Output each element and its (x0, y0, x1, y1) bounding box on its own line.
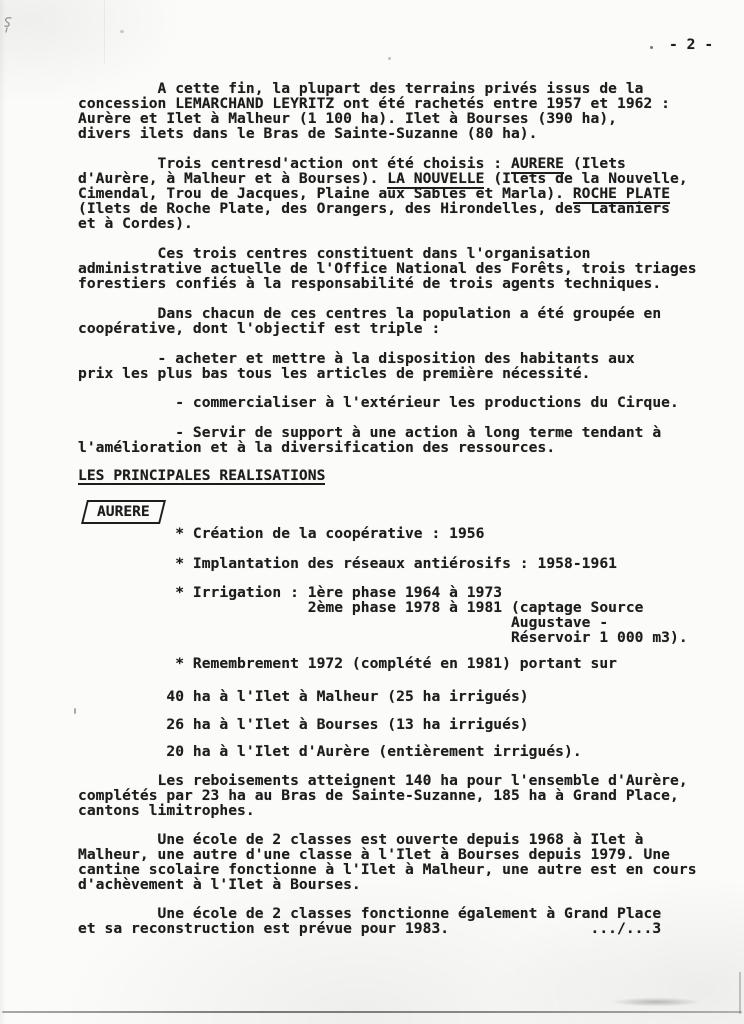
text-segment: d'Aurère, à Malheur et à Bourses). (78, 170, 388, 187)
paragraph-cooperative (78, 306, 661, 336)
text-line: Une école de 2 classes est ouverte depuis 1968 à Ilet à (78, 831, 644, 848)
list-item-creation (78, 526, 484, 541)
text-line: Dans chacun de ces centres la population a été groupée en (78, 305, 662, 322)
scan-artifact-squiggle (2, 16, 14, 34)
text-line: 40 ha à l'Ilet à Malheur (25 ha irrigués) (78, 688, 529, 705)
page-bottom-edge-shadow (2, 1011, 742, 1013)
hectares-aurere (78, 744, 582, 759)
underlined-term-la-nouvelle: LA NOUVELLE (387, 170, 485, 187)
paragraph-reboisements (78, 773, 688, 818)
paragraph-rachats-terrains (78, 81, 670, 141)
hectares-malheur (78, 689, 529, 704)
text-line: * Remembrement 1972 (complété en 1981) portant sur (78, 655, 618, 672)
scan-artifact-dot (388, 57, 391, 60)
text-line: et sa reconstruction est prévue pour 1983. .../...3 (78, 920, 662, 937)
scan-artifact-mark (74, 708, 76, 714)
text-line: concession LEMARCHAND LEYRITZ ont été rachetés entre 1957 et 1962 : (78, 95, 671, 112)
section-heading-text: LES PRINCIPALES REALISATIONS (78, 467, 326, 484)
objective-support (78, 425, 661, 455)
text-line: administrative actuelle de l'Office National des Forêts, trois triages (78, 260, 697, 277)
text-line: cantons limitrophes. (78, 802, 255, 819)
text-segment: (Ilets (564, 155, 626, 172)
scan-artifact-dot (120, 30, 124, 33)
list-item-irrigation (78, 585, 688, 645)
text-line: - Servir de support à une action à long terme tendant à (78, 424, 662, 441)
aurere-section-box (81, 500, 166, 524)
text-line: et à Cordes). (78, 215, 193, 232)
text-line (78, 156, 688, 171)
objective-acheter (78, 351, 635, 381)
scan-artifact-dot (650, 46, 653, 49)
text-line: 20 ha à l'Ilet d'Aurère (entièrement irrigués). (78, 743, 582, 760)
text-line: coopérative, dont l'objectif est triple : (78, 320, 441, 337)
underlined-term-roche-plate: ROCHE PLATE (572, 185, 671, 202)
text-line: * Implantation des réseaux antiérosifs : 1958-1961 (78, 555, 618, 572)
scan-artifact-fold (104, 0, 105, 64)
text-line (78, 171, 688, 186)
text-line: 2ème phase 1978 à 1981 (captage Source (78, 599, 644, 616)
list-item-remembrement (78, 656, 617, 671)
text-line: l'amélioration et à la diversification des ressources. (78, 439, 556, 456)
text-line: Ces trois centres constituent dans l'organisation (78, 245, 591, 262)
text-line: d'achèvement à l'Ilet à Bourses. (78, 876, 361, 893)
page-right-edge-shadow (739, 972, 741, 1014)
underlined-term-aurere: AURERE (510, 155, 565, 172)
text-line: - commercialiser à l'extérieur les productions du Cirque. (78, 394, 679, 411)
text-line (78, 186, 688, 201)
paragraph-ecole-grand-place (78, 906, 661, 936)
text-line: cantine scolaire fonctionne à l'Ilet à Malheur, une autre est en cours (78, 861, 697, 878)
text-line: Réservoir 1 000 m3). (78, 629, 688, 646)
text-line: prix les plus bas tous les articles de première nécessité. (78, 365, 591, 382)
paragraph-ecoles (78, 832, 697, 892)
section-heading-realisations (78, 468, 325, 485)
text-line: * Création de la coopérative : 1956 (78, 525, 485, 542)
text-line: 26 ha à l'Ilet à Bourses (13 ha irrigués) (78, 716, 529, 733)
hectares-bourses (78, 717, 529, 732)
paragraph-centres-action (78, 156, 688, 231)
text-segment: (Ilets de la Nouvelle, (484, 170, 688, 187)
text-line: (Ilets de Roche Plate, des Orangers, des Hirondelles, des Lataniers (78, 200, 671, 217)
text-segment: Trois centresd'action ont été choisis : (78, 155, 511, 172)
text-line: Aurère et Ilet à Malheur (1 100 ha). Ilet à Bourses (390 ha), (78, 110, 618, 127)
text-line: forestiers confiés à la responsabilité de trois agents techniques. (78, 275, 662, 292)
list-item-reseaux (78, 556, 617, 571)
text-line: complétés par 23 ha au Bras de Sainte-Suzanne, 185 ha à Grand Place, (78, 787, 679, 804)
text-line: Une école de 2 classes fonctionne également à Grand Place (78, 905, 662, 922)
aurere-box-label: AURERE (97, 503, 150, 520)
text-line: * Irrigation : 1ère phase 1964 à 1973 (78, 584, 503, 601)
text-line: A cette fin, la plupart des terrains privés issus de la (78, 80, 644, 97)
paragraph-onf-triages (78, 246, 697, 291)
text-line: Malheur, une autre d'une classe à l'Ilet à Bourses depuis 1979. Une (78, 846, 671, 863)
text-line: Augustave - (78, 614, 609, 631)
text-line: - acheter et mettre à la disposition des habitants aux (78, 350, 635, 367)
objective-commercialiser (78, 395, 679, 410)
text-line: Les reboisements atteignent 140 ha pour l'ensemble d'Aurère, (78, 772, 688, 789)
text-line: divers ilets dans le Bras de Sainte-Suzanne (80 ha). (78, 125, 538, 142)
scan-artifact-smudge (596, 996, 716, 1008)
page-number: - 2 - (669, 36, 714, 53)
text-segment: Cimendal, Trou de Jacques, Plaine aux Sables et Marla). (78, 185, 573, 202)
